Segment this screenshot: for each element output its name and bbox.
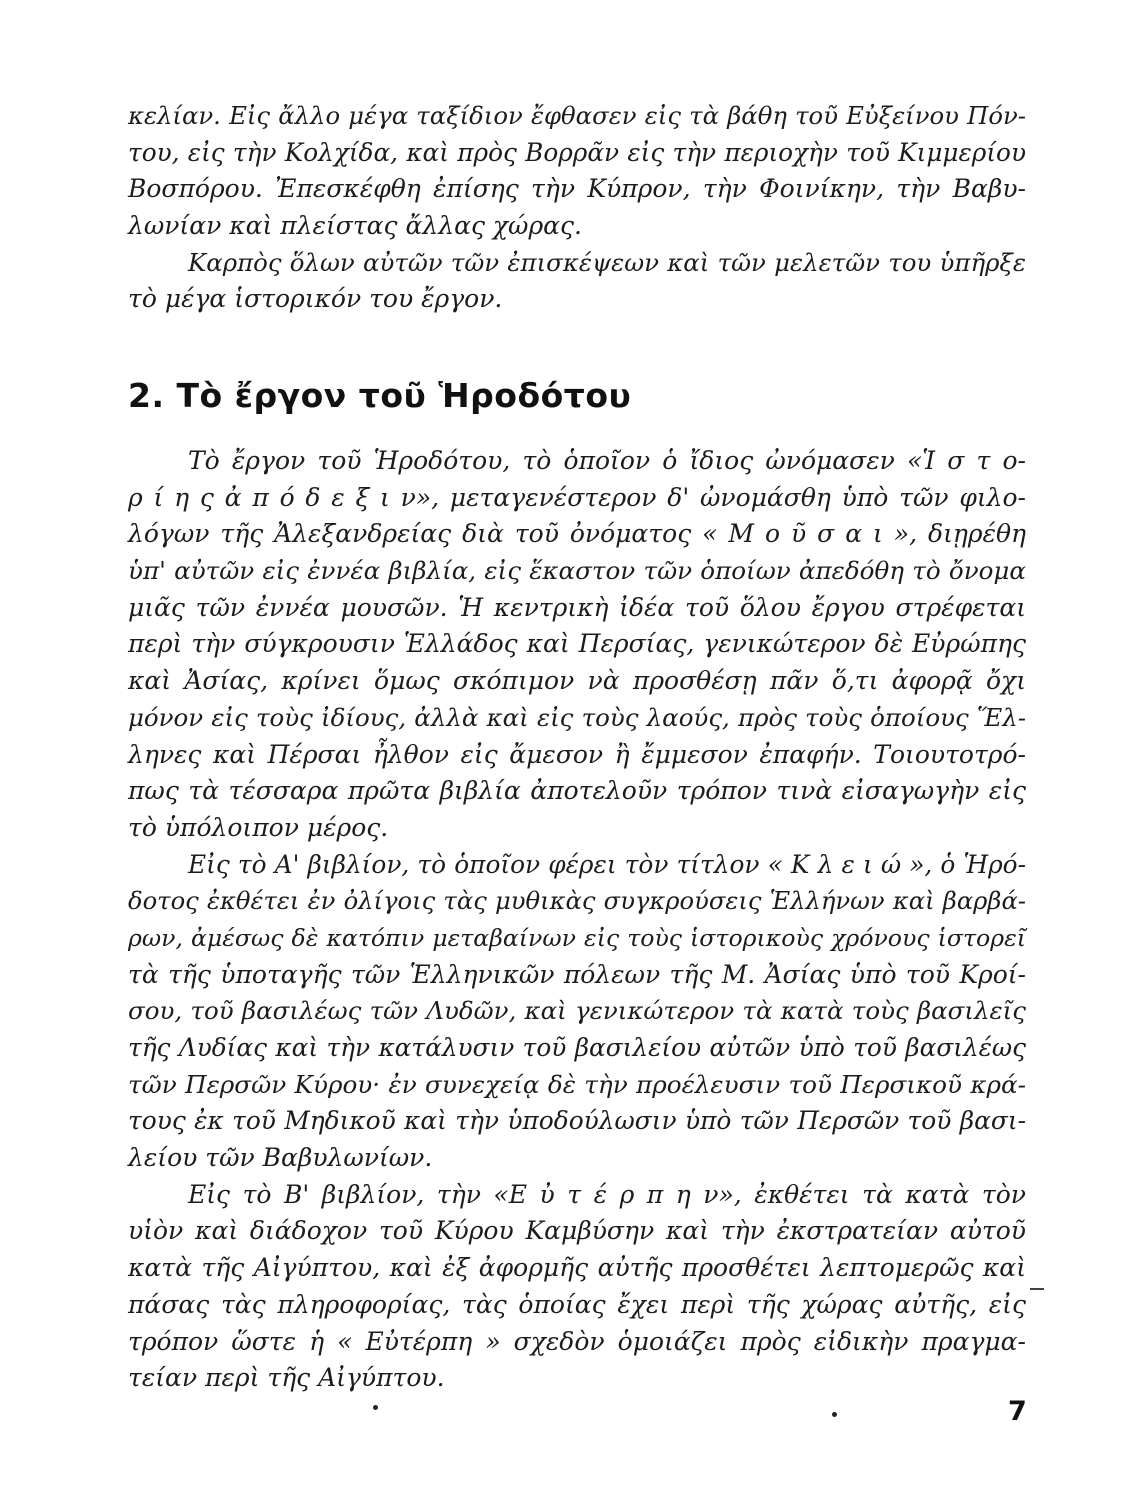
text-line: σου, τοῦ βασιλέως τῶν Λυδῶν, καὶ γενικώτερον τὰ κατὰ τοὺς βασιλεῖς <box>128 996 1026 1026</box>
text-line: πάσας τὰς πληροφορίας, τὰς ὁποίας ἔχει περὶ τῆς χώρας αὐτῆς, εἰς <box>128 1289 1026 1319</box>
text-line: ρων, ἀμέσως δὲ κατόπιν μεταβαίνων εἰς τοὺς ἱστορικοὺς χρόνους ἱστορεῖ <box>128 923 1026 952</box>
text-line: πως τὰ τέσσαρα πρῶτα βιβλία ἀποτελοῦν τρόπον τινὰ εἰσαγωγὴν εἰς <box>128 776 1026 806</box>
text-line: τρόπον ὥστε ἡ « Εὐτέρπη » σχεδὸν ὁμοιάζει πρὸς εἰδικὴν πραγμα- <box>128 1326 1026 1356</box>
text-line: λωνίαν καὶ πλείστας ἄλλας χώρας. <box>128 211 582 241</box>
text-line: λείου τῶν Βαβυλωνίων. <box>128 1143 433 1173</box>
margin-dash <box>1030 1288 1044 1290</box>
text-line: Βοσπόρου. Ἐπεσκέφθη ἐπίσης τὴν Κύπρον, τὴν Φοινίκην, τὴν Βαβυ- <box>128 174 1026 204</box>
top-paragraphs <box>128 98 1026 318</box>
text-line: τῆς Λυδίας καὶ τὴν κατάλυσιν τοῦ βασιλείου αὐτῶν ὑπὸ τοῦ βασιλέως <box>128 1033 1026 1062</box>
text-line: Εἰς τὸ Α' βιβλίον, τὸ ὁποῖον φέρει τὸν τίτλον « Κ λ ε ι ώ », ὁ Ἡρό- <box>188 849 1026 879</box>
text-line: τείαν περὶ τῆς Αἰγύπτου. <box>128 1363 445 1393</box>
text-line: τὸ μέγα ἱστορικόν του ἔργον. <box>128 284 503 314</box>
section-heading: 2. Τὸ ἔργον τοῦ Ἡροδότου <box>128 376 632 415</box>
text-line: τὰ τῆς ὑποταγῆς τῶν Ἑλληνικῶν πόλεων τῆς Μ. Ἀσίας ὑπὸ τοῦ Κροί- <box>128 959 1026 989</box>
text-line: ληνες καὶ Πέρσαι ἦλθον εἰς ἄμεσον ἢ ἔμμεσον ἐπαφήν. Τοιουτοτρό- <box>128 739 1026 769</box>
page-number: 7 <box>1008 1396 1027 1427</box>
text-line: Τὸ ἔργον τοῦ Ἡροδότου, τὸ ὁποῖον ὁ ἴδιος ὠνόμασεν «Ἱ σ τ ο- <box>188 446 1026 475</box>
text-line: υἱὸν καὶ διάδοχον τοῦ Κύρου Καμβύσην καὶ τὴν ἐκστρατείαν αὐτοῦ <box>128 1216 1026 1246</box>
text-line: ρ ί η ς ἀ π ό δ ε ξ ι ν», μεταγενέστερον δ' ὠνομάσθη ὑπὸ τῶν φιλο- <box>128 482 1026 512</box>
text-line: μιᾶς τῶν ἐννέα μουσῶν. Ἡ κεντρικὴ ἰδέα τοῦ ὅλου ἔργου στρέφεται <box>128 592 1026 622</box>
text-line: του, εἰς τὴν Κολχίδα, καὶ πρὸς Βορρᾶν εἰς τὴν περιοχὴν τοῦ Κιμμερίου <box>128 137 1026 167</box>
text-line: δοτος ἐκθέτει ἐν ὀλίγοις τὰς μυθικὰς συγκρούσεις Ἑλλήνων καὶ βαρβά- <box>128 886 1026 916</box>
text-line: Καρπὸς ὅλων αὐτῶν τῶν ἐπισκέψεων καὶ τῶν μελετῶν του ὑπῆρξε <box>188 247 1026 277</box>
text-line: ὑπ' αὐτῶν εἰς ἐννέα βιβλία, εἰς ἕκαστον τῶν ὁποίων ἀπεδόθη τὸ ὄνομα <box>128 556 1026 586</box>
text-line: περὶ τὴν σύγκρουσιν Ἑλλάδος καὶ Περσίας, γενικώτερον δὲ Εὐρώπης <box>128 629 1026 659</box>
text-line: καὶ Ἀσίας, κρίνει ὅμως σκόπιμον νὰ προσθέσῃ πᾶν ὅ,τι ἀφορᾷ ὄχι <box>128 666 1026 696</box>
text-line: τῶν Περσῶν Κύρου· ἐν συνεχείᾳ δὲ τὴν προέλευσιν τοῦ Περσικοῦ κρά- <box>128 1069 1026 1099</box>
text-line: τους ἐκ τοῦ Μηδικοῦ καὶ τὴν ὑποδούλωσιν ὑπὸ τῶν Περσῶν τοῦ βασι- <box>128 1106 1026 1136</box>
text-line: Εἰς τὸ Β' βιβλίον, τὴν «Ε ὐ τ έ ρ π η ν», ἐκθέτει τὰ κατὰ τὸν <box>188 1179 1026 1209</box>
print-dot <box>832 1412 837 1417</box>
body-paragraphs <box>128 443 1026 1397</box>
text-line: μόνον εἰς τοὺς ἰδίους, ἀλλὰ καὶ εἰς τοὺς λαούς, πρὸς τοὺς ὁποίους Ἕλ- <box>128 702 1026 732</box>
text-line: λόγων τῆς Ἀλεξανδρείας διὰ τοῦ ὀνόματος « Μ ο ῦ σ α ι », διῃρέθη <box>128 519 1026 549</box>
text-line: κατὰ τῆς Αἰγύπτου, καὶ ἐξ ἀφορμῆς αὐτῆς προσθέτει λεπτομερῶς καὶ <box>128 1253 1026 1283</box>
text-line: τὸ ὑπόλοιπον μέρος. <box>128 812 389 842</box>
print-dot <box>373 1405 378 1410</box>
text-line: κελίαν. Εἰς ἄλλο μέγα ταξίδιον ἔφθασεν εἰς τὰ βάθη τοῦ Εὐξείνου Πόν- <box>128 101 1026 130</box>
